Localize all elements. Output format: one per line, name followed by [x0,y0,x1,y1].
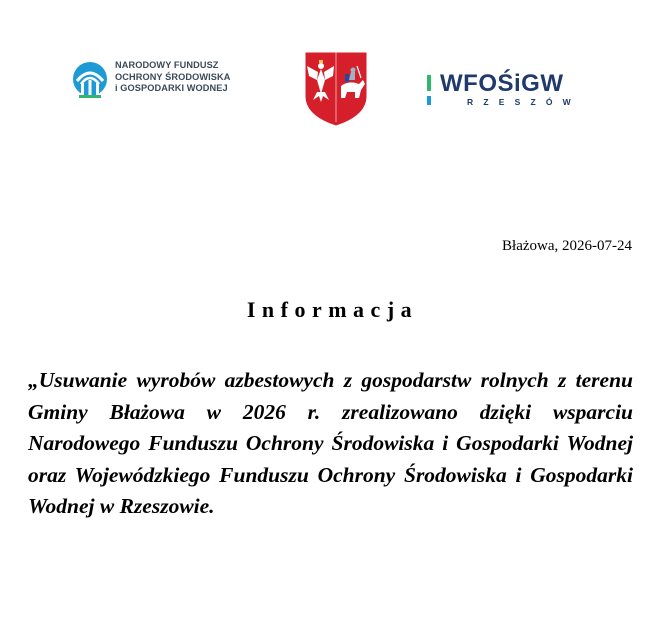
podkarpackie-coat-of-arms-icon [303,50,369,128]
nfosigw-line-2: OCHRONY ŚRODOWISKA [115,71,231,82]
document-date: Błażowa, 2026-07-24 [502,238,632,254]
wfosigw-blue-bar [427,96,431,105]
nfosigw-line-3: i GOSPODARKI WODNEJ [115,83,228,93]
nfosigw-logo [70,58,250,106]
nfosigw-line-1: NARODOWY FUNDUSZ [115,60,219,70]
nfosigw-logo-icon [70,60,110,102]
wfosigw-green-bar [427,75,431,91]
wfosigw-logo-name: WFOŚiGW [440,70,564,97]
nfosigw-logo-text [115,60,230,95]
document-heading: Informacja [246,297,419,322]
wfosigw-logo [423,70,613,115]
document-body: „Usuwanie wyrobów azbestowych z gospodarstw rolnych z terenu Gminy Błażowa w 2026 r. zrealizowano dzięki wsparciu Narodowego Funduszu Ochrony Środowiska i Gospodarki Wodnej oraz Wojewódzkiego Funduszu Ochrony Środowiska i Gospodarki Wodnej w Rzeszowie. [28,368,633,518]
logo-header [0,0,665,140]
wfosigw-logo-city: RZESZÓW [467,97,581,107]
